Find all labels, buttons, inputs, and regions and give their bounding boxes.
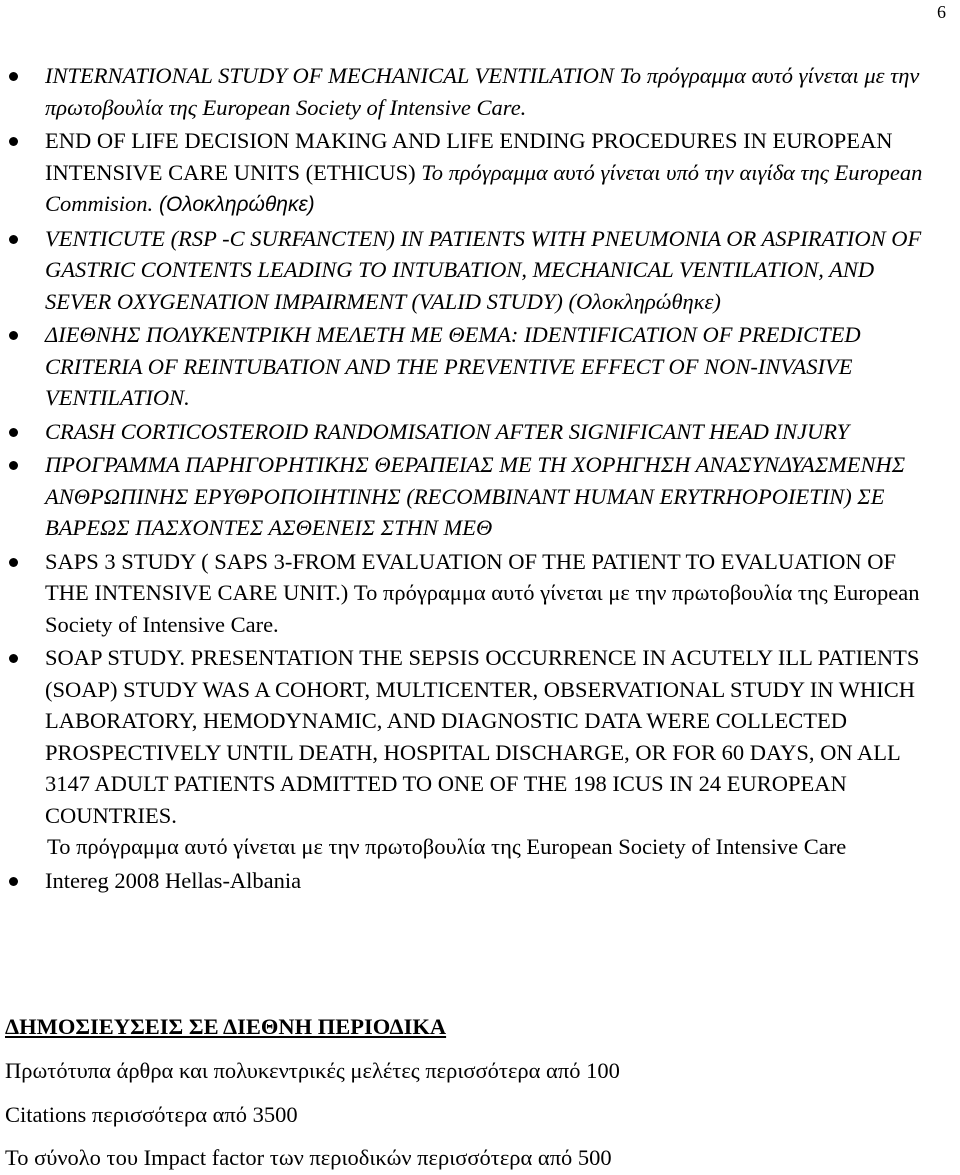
list-item: [0, 125, 960, 221]
project-note: Το πρόγραμμα αυτό γίνεται υπό την αιγίδα της European Commision.: [45, 159, 923, 216]
section-heading: ΔΗΜΟΣΙΕΥΣΕΙΣ ΣΕ ΔΙΕΘΝΗ ΠΕΡΙΟΔΙΚΑ: [5, 1014, 447, 1039]
list-item: [0, 642, 960, 863]
bullet-icon: [9, 235, 18, 244]
project-title: END OF LIFE DECISION MAKING AND LIFE ENDING PROCEDURES IN EUROPEAN INTENSIVE CARE UNITS (ETHICUS): [45, 128, 893, 185]
bullet-icon: [9, 428, 18, 437]
project-title: CRASH CORTICOSTEROID RANDOMISATION AFTER SIGNIFICANT HEAD INJURY: [45, 418, 850, 444]
list-item: [0, 546, 960, 641]
list-item: [0, 319, 960, 414]
list-item: [0, 865, 960, 897]
project-title: SAPS 3 STUDY ( SAPS 3-FROM EVALUATION OF THE PATIENT TO EVALUATION OF THE INTENSIVE CARE UNIT.): [45, 548, 896, 605]
project-title: INTERNATIONAL STUDY OF MECHANICAL VENTILATION: [45, 63, 614, 88]
project-note: Το πρόγραμμα αυτό γίνεται με την πρωτοβουλία της European Society of Intensive Care: [47, 834, 847, 859]
list-item: [0, 223, 960, 318]
page-number: 6: [937, 2, 946, 22]
project-note: Το πρόγραμμα αυτό γίνεται με την πρωτοβουλία της European Society of Intensive Care.: [45, 580, 920, 637]
bullet-icon: [9, 461, 18, 470]
project-status: (Ολοκληρώθηκε): [153, 193, 315, 216]
research-projects-list: [0, 60, 960, 898]
stat-line-articles: Πρωτότυπα άρθρα και πολυκεντρικές μελέτες περισσότερα από 100: [5, 1058, 620, 1083]
project-title: VENTICUTE (RSP -C SURFANCTEN) IN PATIENTS WITH PNEUMONIA OR ASPIRATION OF GASTRIC CONTENTS LEADING TO INTUBATION, MECHANICAL VENTILATION, AND SEVER OXYGENATION IMPAIRMENT (VALID STUDY) (Ολοκληρώθηκε): [45, 225, 922, 314]
bullet-icon: [9, 72, 18, 81]
project-title: ΔΙΕΘΝΗΣ ΠΟΛΥΚΕΝΤΡΙΚΗ ΜΕΛΕΤΗ ΜΕ ΘΕΜΑ: IDENTIFICATION OF PREDICTED CRITERIA OF REINTUBATION AND THE PREVENTIVE EFFECT OF NON-INVASIVE VENTILATION.: [45, 322, 861, 410]
stat-line-citations: Citations περισσότερα από 3500: [5, 1102, 298, 1127]
list-item: [0, 60, 960, 123]
bullet-icon: [9, 558, 18, 567]
list-item: [0, 449, 960, 544]
bullet-icon: [9, 331, 18, 340]
project-title: SOAP STUDY. PRESENTATION THE SEPSIS OCCURRENCE IN ACUTELY ILL PATIENTS (SOAP) STUDY WAS A COHORT, MULTICENTER, OBSERVATIONAL STUDY IN WHICH LABORATORY, HEMODYNAMIC, AND DIAGNOSTIC DATA WERE COLLECTED PROSPECTIVELY UNTIL DEATH, HOSPITAL DISCHARGE, OR FOR 60 DAYS, ON ALL 3147 ADULT PATIENTS ADMITTED TO ONE OF THE 198 ICUS IN 24 EUROPEAN COUNTRIES.: [45, 645, 920, 828]
list-item: [0, 416, 960, 448]
bullet-icon: [9, 654, 18, 663]
bullet-icon: [9, 137, 18, 146]
project-note: Το πρόγραμμα αυτό γίνεται με την πρωτοβουλία της European Society of Intensive Care.: [45, 63, 920, 120]
bullet-icon: [9, 877, 18, 886]
stat-line-impact-factor: Το σύνολο του Impact factor των περιοδικών περισσότερα από 500: [5, 1145, 612, 1170]
project-title: Intereg 2008 Hellas-Albania: [45, 867, 302, 893]
project-title: ΠΡΟΓΡΑΜΜΑ ΠΑΡΗΓΟΡΗΤΙΚΗΣ ΘΕΡΑΠΕΙΑΣ ΜΕ ΤΗ ΧΟΡΗΓΗΣΗ ΑΝΑΣΥΝΔΥΑΣΜΕΝΗΣ ΑΝΘΡΩΠΙΝΗΣ ΕΡΥΘΡΟΠΟΙΗΤΙΝΗΣ (RECOMBINANT HUMAN ERYTRHOPOIETIN) ΣΕ ΒΑΡΕΩΣ ΠΑΣΧΟΝΤΕΣ ΑΣΘΕΝΕΙΣ ΣΤΗΝ ΜΕΘ: [45, 452, 906, 540]
